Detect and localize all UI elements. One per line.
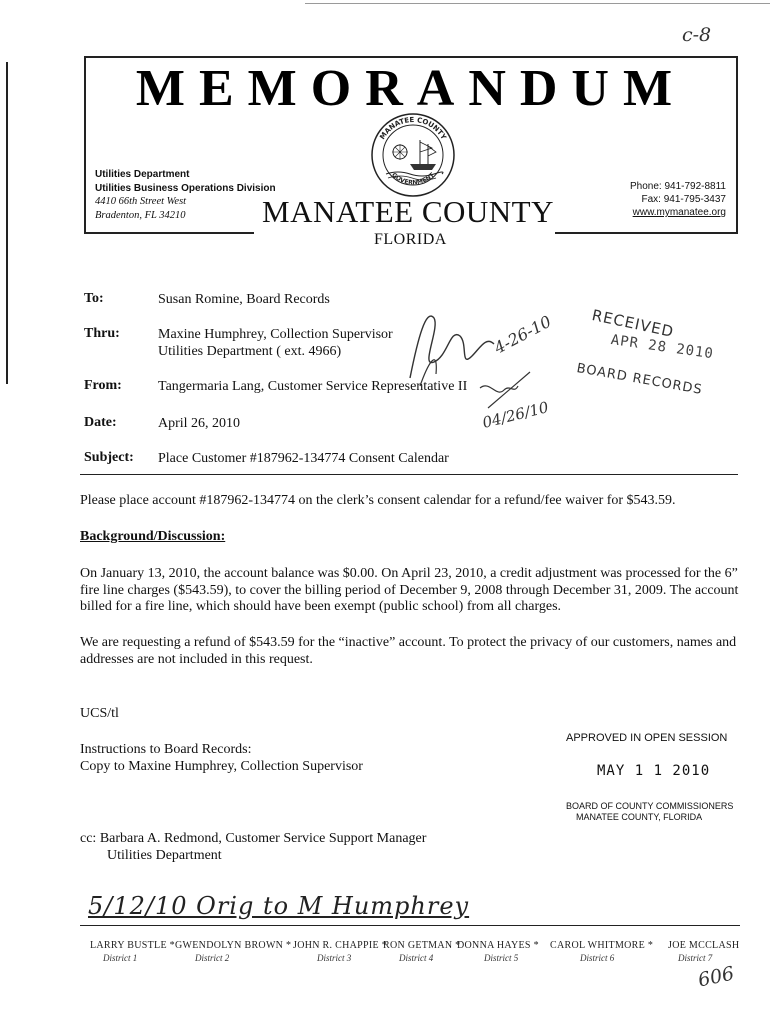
- commissioner-district: District 3: [317, 953, 352, 963]
- fax-number: Fax: 941-795-3437: [641, 194, 726, 205]
- commissioner-name: DONNA HAYES *: [457, 940, 539, 951]
- commissioner-name: CAROL WHITMORE *: [550, 940, 654, 951]
- date-label: Date:: [84, 415, 117, 430]
- to-label: To:: [84, 291, 104, 306]
- subject-label: Subject:: [84, 450, 134, 465]
- street-address: 4410 66th Street West: [95, 196, 187, 207]
- instructions-line-2: Copy to Maxine Humphrey, Collection Supervisor: [80, 759, 363, 774]
- date-value: April 26, 2010: [158, 416, 241, 431]
- commissioner-district: District 7: [678, 953, 713, 963]
- received-stamp-word: RECEIVED: [590, 306, 676, 341]
- to-value: Susan Romine, Board Records: [158, 292, 330, 307]
- county-name: MANATEE COUNTY: [262, 194, 555, 229]
- memo-title: MEMORANDUM: [135, 60, 687, 117]
- background-paragraph-2: We are requesting a refund of $543.59 for the “inactive” account. To protect the privacy of our customers, names and addresses are not included in this request.: [80, 635, 737, 667]
- left-margin-bar: [6, 62, 8, 384]
- commissioner-district: District 2: [195, 953, 230, 963]
- typist-initials: UCS/tl: [80, 706, 119, 721]
- thru-line-1: Maxine Humphrey, Collection Supervisor: [158, 327, 393, 342]
- from-signature-scribble: [470, 368, 560, 438]
- thru-label: Thru:: [84, 326, 120, 341]
- page-number: 606: [696, 962, 737, 992]
- from-value: Tangermaria Lang, Customer Service Representative II: [158, 379, 468, 394]
- subject-divider: [80, 474, 738, 475]
- received-stamp-date: APR 28 2010: [609, 332, 715, 363]
- commissioner-district: District 4: [399, 953, 434, 963]
- approved-stamp-board: [566, 801, 733, 823]
- from-handwritten-date: 04/26/10: [480, 398, 551, 432]
- cc-line-2: Utilities Department: [107, 848, 222, 863]
- phone-number: Phone: 941-792-8811: [629, 181, 726, 192]
- county-state: FLORIDA: [374, 231, 447, 248]
- commissioner-name: LARRY BUSTLE *: [90, 940, 175, 951]
- approved-board-line-2: MANATEE COUNTY, FLORIDA: [576, 812, 703, 822]
- instructions-line-1: Instructions to Board Records:: [80, 742, 252, 757]
- background-paragraph-1: On January 13, 2010, the account balance was $0.00. On April 23, 2010, a credit adjustment was processed for the 6” fire line charges ($543.59), to cover the billing period of December 9, 2008 through December 31, 2009. The account billed for a fire line, which should have been exempt (public school) from all charges.: [80, 566, 739, 614]
- approved-stamp-date: MAY 1 1 2010: [597, 763, 711, 779]
- commissioner-district: District 1: [103, 953, 138, 963]
- received-stamp-office: BOARD RECORDS: [575, 361, 704, 398]
- commissioner-name: RON GETMAN *: [383, 940, 461, 951]
- from-label: From:: [84, 378, 122, 393]
- department-address-block: [95, 168, 276, 222]
- thru-line-2: Utilities Department ( ext. 4966): [158, 344, 342, 359]
- header-frame-bottom-left: [84, 232, 254, 234]
- footer-rule: [80, 925, 740, 926]
- department-name: Utilities Department: [95, 169, 190, 180]
- commissioner-district: District 5: [484, 953, 519, 963]
- thru-handwritten-date: 4-26-10: [490, 311, 555, 358]
- svg-text:MANATEE COUNTY: MANATEE COUNTY: [378, 115, 448, 142]
- approved-board-line-1: BOARD OF COUNTY COMMISSIONERS: [566, 801, 734, 811]
- commissioner-name: JOHN R. CHAPPIE *: [293, 940, 388, 951]
- approved-stamp-title: APPROVED IN OPEN SESSION: [566, 732, 728, 744]
- city-address: Bradenton, FL 34210: [95, 209, 186, 221]
- website-link[interactable]: www.mymanatee.org: [632, 207, 726, 218]
- division-name: Utilities Business Operations Division: [95, 182, 276, 194]
- county-seal-icon: [370, 112, 456, 198]
- header-frame-bottom-right: [555, 232, 738, 234]
- handwritten-forward-note: 5/12/10 Orig to M Humphrey: [88, 892, 470, 920]
- commissioner-district: District 6: [580, 953, 615, 963]
- contact-block: [584, 180, 726, 219]
- commissioner-name: GWENDOLYN BROWN *: [175, 940, 292, 951]
- intro-paragraph: Please place account #187962-134774 on the clerk’s consent calendar for a refund/fee waiver for $543.59.: [80, 493, 676, 508]
- top-edge-rule: [305, 3, 770, 4]
- background-heading: Background/Discussion:: [80, 529, 226, 544]
- svg-text:GOVERNMENT: GOVERNMENT: [390, 171, 436, 187]
- thru-value: [158, 326, 393, 360]
- subject-value: Place Customer #187962-134774 Consent Calendar: [158, 451, 449, 466]
- commissioner-name: JOE MCCLASH: [668, 940, 740, 951]
- cc-line-1: cc: Barbara A. Redmond, Customer Service Support Manager: [80, 831, 427, 846]
- corner-handwritten-mark: c-8: [682, 24, 712, 46]
